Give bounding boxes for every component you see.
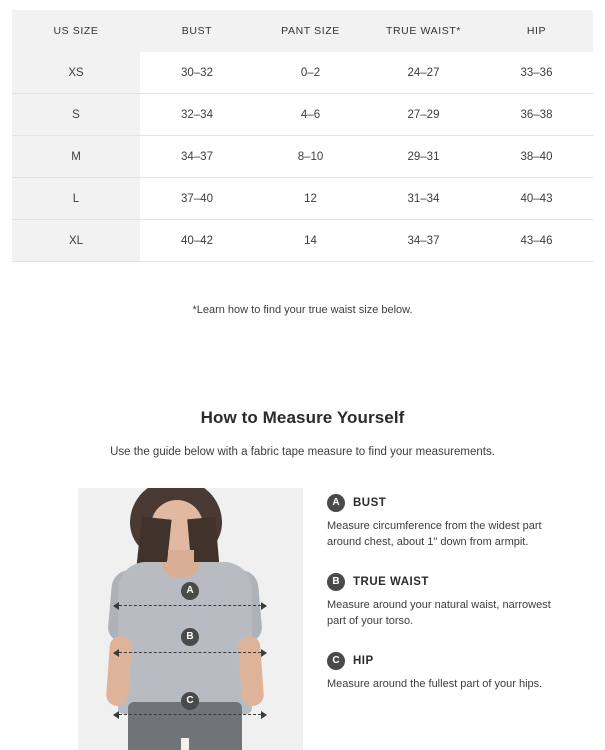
legend-item-true-waist xyxy=(327,573,581,630)
cell-us-size: S xyxy=(12,94,140,136)
legend-label-hip: HIP xyxy=(353,654,374,667)
figure-shorts-gap xyxy=(181,738,189,750)
cell-bust: 34–37 xyxy=(181,150,213,163)
cell-hip: 33–36 xyxy=(520,66,553,79)
size-chart-table xyxy=(12,10,593,262)
legend-label-true-waist: TRUE WAIST xyxy=(353,575,429,588)
cell-pant-size: 14 xyxy=(304,234,317,247)
page-subtitle: Use the guide below with a fabric tape measure to find your measurements. xyxy=(110,446,495,458)
figure-badge-a: A xyxy=(181,582,199,600)
arrow-right-icon xyxy=(261,649,267,657)
table-header-row xyxy=(12,10,593,52)
figure-arm-right xyxy=(238,635,265,706)
cell-true-waist: 27–29 xyxy=(407,108,440,121)
arrow-right-icon xyxy=(261,711,267,719)
table-row xyxy=(12,178,593,220)
badge-c-icon: C xyxy=(327,652,345,670)
legend-head-bust xyxy=(327,494,581,512)
badge-b-icon: B xyxy=(327,573,345,591)
column-header-hip: HIP xyxy=(480,10,593,52)
legend-desc-bust: Measure circumference from the widest part around chest, about 1" down from armpit. xyxy=(327,520,542,548)
arrow-left-icon xyxy=(113,602,119,610)
measurement-legend xyxy=(327,488,581,750)
column-header-us-size: US SIZE xyxy=(12,10,140,52)
table-footnote: *Learn how to find your true waist size below. xyxy=(192,304,413,316)
hip-measure-line xyxy=(114,714,266,715)
column-header-true-waist: TRUE WAIST* xyxy=(367,10,480,52)
legend-head-hip xyxy=(327,652,581,670)
size-chart-head xyxy=(12,10,593,52)
column-header-pant-size: PANT SIZE xyxy=(254,10,367,52)
legend-item-hip xyxy=(327,652,581,693)
cell-pant-size: 12 xyxy=(304,192,317,205)
page-title: How to Measure Yourself xyxy=(200,408,405,427)
arrow-left-icon xyxy=(113,711,119,719)
legend-item-bust xyxy=(327,494,581,551)
cell-true-waist: 29–31 xyxy=(407,150,440,163)
table-row xyxy=(12,94,593,136)
figure-badge-b: B xyxy=(181,628,199,646)
cell-us-size: XS xyxy=(12,52,140,94)
cell-pant-size: 8–10 xyxy=(297,150,324,163)
legend-desc-hip: Measure around the fullest part of your hips. xyxy=(327,677,543,690)
column-header-bust: BUST xyxy=(140,10,254,52)
cell-us-size: XL xyxy=(12,220,140,262)
cell-bust: 30–32 xyxy=(181,66,213,79)
table-row xyxy=(12,136,593,178)
cell-true-waist: 31–34 xyxy=(407,192,440,205)
cell-hip: 36–38 xyxy=(520,108,553,121)
table-row xyxy=(12,220,593,262)
cell-hip: 40–43 xyxy=(520,192,553,205)
cell-us-size: M xyxy=(12,136,140,178)
cell-true-waist: 24–27 xyxy=(407,66,440,79)
bust-measure-line xyxy=(114,605,266,606)
measurement-illustration xyxy=(78,488,303,750)
badge-a-icon: A xyxy=(327,494,345,512)
table-row xyxy=(12,52,593,94)
cell-pant-size: 0–2 xyxy=(300,66,321,79)
cell-hip: 43–46 xyxy=(520,234,553,247)
cell-bust: 40–42 xyxy=(181,234,213,247)
measure-section xyxy=(0,488,605,750)
cell-hip: 38–40 xyxy=(520,150,553,163)
waist-measure-line xyxy=(114,652,266,653)
legend-head-true-waist xyxy=(327,573,581,591)
cell-true-waist: 34–37 xyxy=(407,234,440,247)
cell-us-size: L xyxy=(12,178,140,220)
figure-badge-c: C xyxy=(181,692,199,710)
arrow-right-icon xyxy=(261,602,267,610)
arrow-left-icon xyxy=(113,649,119,657)
legend-desc-true-waist: Measure around your natural waist, narrowest part of your torso. xyxy=(327,598,551,627)
cell-bust: 32–34 xyxy=(181,108,213,121)
cell-bust: 37–40 xyxy=(181,192,213,205)
cell-pant-size: 4–6 xyxy=(300,108,321,121)
size-chart-body xyxy=(12,52,593,262)
legend-label-bust: BUST xyxy=(353,497,387,509)
size-guide-page xyxy=(0,10,605,723)
